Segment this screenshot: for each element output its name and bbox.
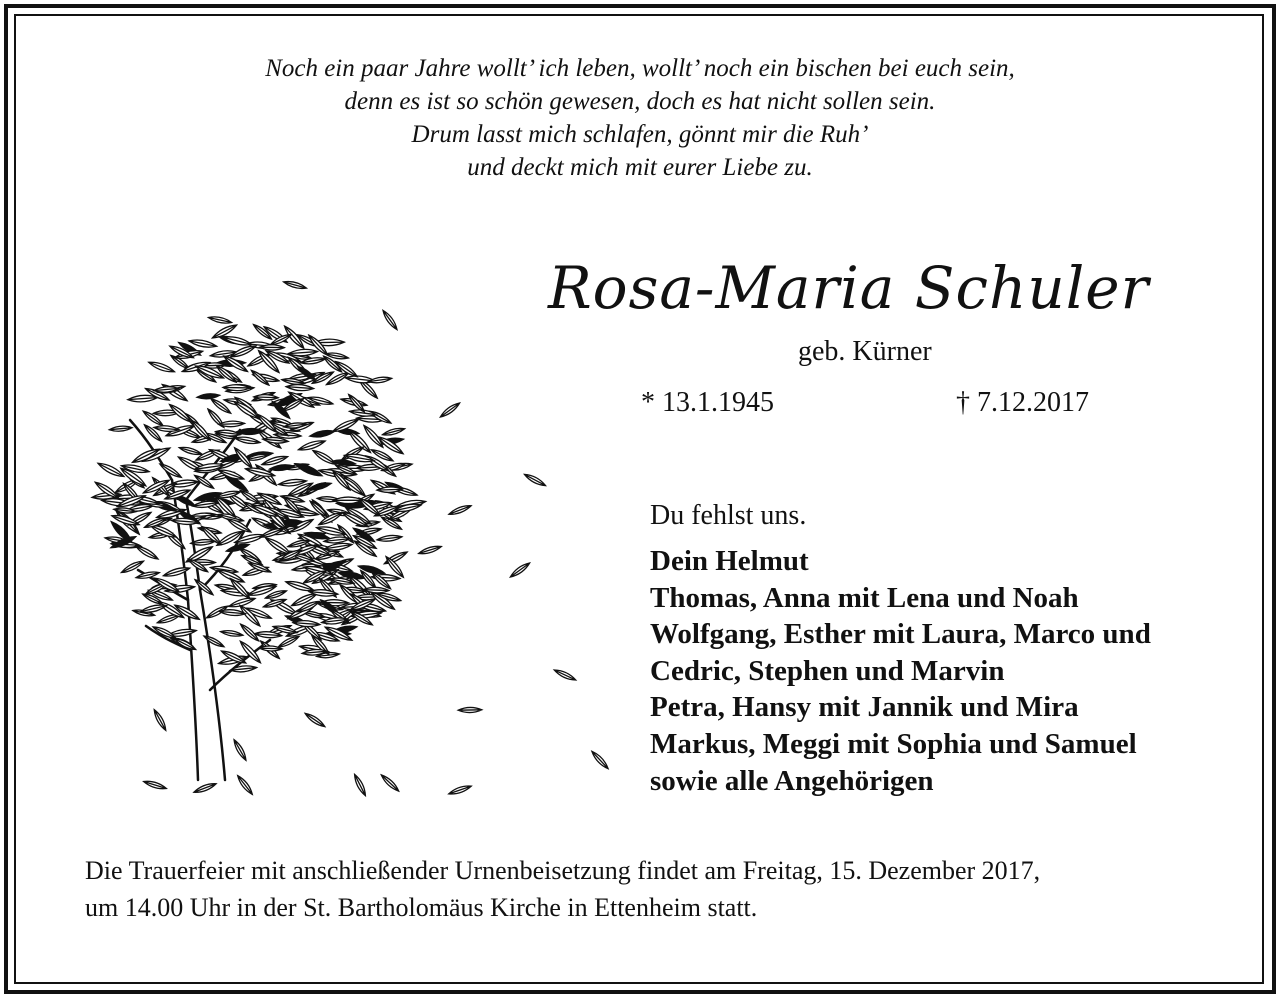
mourner-line: Markus, Meggi mit Sophia und Samuel <box>650 727 1137 760</box>
mourners-intro: Du fehlst uns. <box>650 500 807 531</box>
service-notice <box>85 852 1040 926</box>
mourner-line: Thomas, Anna mit Lena und Noah <box>650 581 1079 614</box>
poem-line: denn es ist so schön gewesen, doch es hat nicht sollen sein. <box>344 88 936 115</box>
mourner-line: sowie alle Angehörigen <box>650 764 934 797</box>
poem-line: Noch ein paar Jahre wollt’ ich leben, wollt’ noch ein bischen bei euch sein, <box>265 55 1015 82</box>
death-date: † 7.12.2017 <box>956 387 1089 418</box>
poem <box>0 52 1280 184</box>
deceased-name: Rosa-Maria Schuler <box>548 254 1150 322</box>
windblown-tree-icon <box>60 270 620 810</box>
birth-date: * 13.1.1945 <box>641 387 774 418</box>
mourner-line: Dein Helmut <box>650 545 809 577</box>
mourner-line: Cedric, Stephen und Marvin <box>650 654 1005 687</box>
service-line: um 14.00 Uhr in der St. Bartholomäus Kirche in Ettenheim statt. <box>85 893 758 922</box>
mourners-list <box>650 543 1151 799</box>
mourner-line: Petra, Hansy mit Jannik und Mira <box>650 691 1079 724</box>
service-line: Die Trauerfeier mit anschließender Urnenbeisetzung findet am Freitag, 15. Dezember 2017, <box>85 856 1041 885</box>
poem-line: Drum lasst mich schlafen, gönnt mir die Ruh’ <box>411 121 869 148</box>
born-name: geb. Kürner <box>798 336 932 367</box>
poem-line: und deckt mich mit eurer Liebe zu. <box>467 154 813 181</box>
mourner-line: Wolfgang, Esther mit Laura, Marco und <box>650 618 1151 651</box>
